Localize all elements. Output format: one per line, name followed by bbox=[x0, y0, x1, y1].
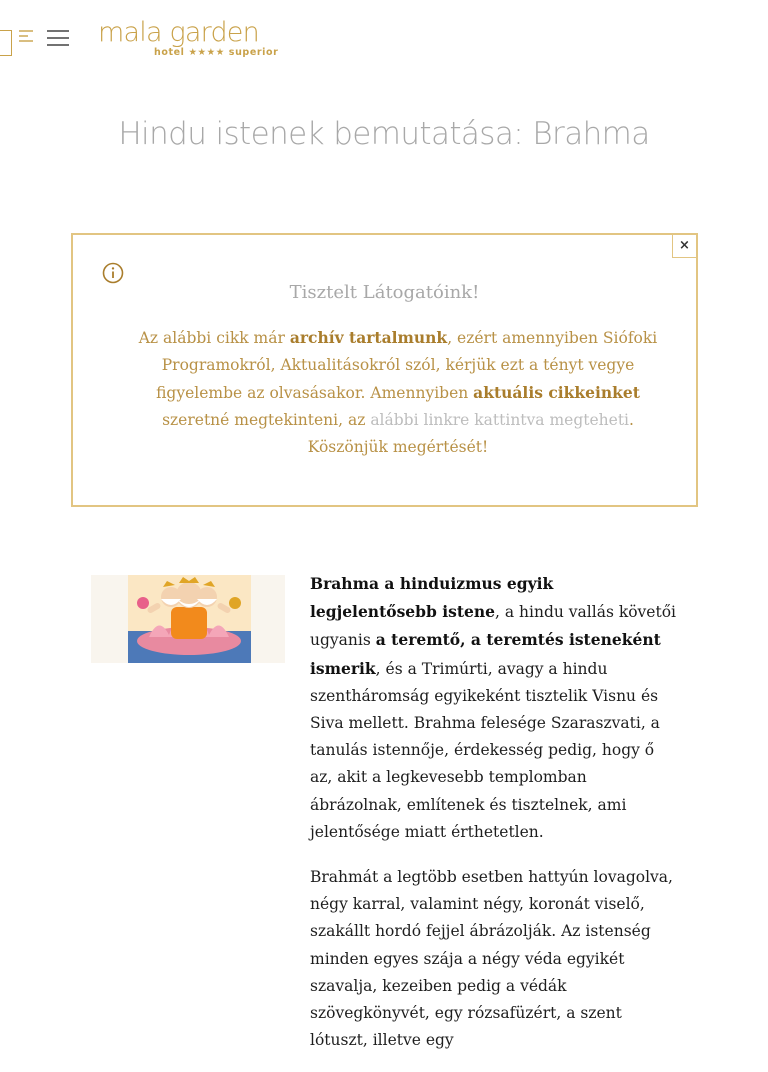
brahma-image bbox=[91, 575, 285, 663]
article-paragraph: Brahmát a legtöbb esetben hattyún lovagolva, négy karral, valamint négy, koronát viselő, szakállt hordó fejjel ábrázolják. Az istenség minden egyes szája a négy véda egyikét szavalja, kezeiben pedig a védák szövegkönyvét, egy rózsafüzért, a szent lótuszt, illetve egy bbox=[310, 868, 673, 1050]
notice-heading: Tisztelt Látogatóink! bbox=[289, 282, 480, 303]
notice-text: , ezért amennyiben Siófoki Programokról, Aktualitásokról szól, kérjük ezt a tényt vegye figyelembe az olvasásakor. Amennyiben bbox=[156, 329, 658, 402]
article-highlight: Brahma a hinduizmus egyik legjelentősebb istene bbox=[310, 574, 554, 622]
article-text: , és a Trimúrti, avagy a hindu szentháromság egyikeként tisztelik Visnu és Siva mellett. Brahma felesége Szaraszvati, a tanulás istennője, érdekesség pedig, hogy ő az, akit a legkevesebb templomban ábrázolnak, említenek és tisztelnek, ami jelentősége miatt érthetetlen. bbox=[310, 659, 660, 841]
logo-wordmark: mala garden bbox=[98, 17, 259, 48]
archive-notice bbox=[71, 233, 698, 507]
brahma-illustration bbox=[91, 575, 285, 663]
notice-body bbox=[133, 324, 663, 461]
article-body bbox=[310, 570, 680, 1072]
notice-text: . Köszönjük megértését! bbox=[307, 411, 634, 456]
article-highlight: a teremtő, a teremtés isteneként ismerik bbox=[310, 630, 661, 678]
text-lines-icon[interactable] bbox=[18, 29, 34, 45]
notice-current-highlight: aktuális cikkeinket bbox=[473, 383, 640, 402]
hamburger-menu-icon[interactable] bbox=[46, 29, 70, 47]
article-text: , a hindu vallás követői ugyanis bbox=[310, 603, 676, 650]
article-paragraph bbox=[310, 570, 680, 846]
current-articles-link[interactable]: alábbi linkre kattintva megteheti bbox=[370, 411, 629, 429]
logo-subtitle: hotel ★★★★ superior bbox=[154, 47, 279, 58]
site-header bbox=[0, 0, 768, 80]
notice-text: szeretné megtekinteni, az bbox=[162, 411, 371, 429]
notice-archive-highlight: archív tartalmunk bbox=[289, 328, 448, 347]
site-logo[interactable] bbox=[98, 18, 278, 62]
info-circle-icon bbox=[102, 262, 124, 284]
page-title: Hindu istenek bemutatása: Brahma bbox=[118, 116, 650, 152]
close-icon[interactable]: × bbox=[672, 234, 697, 258]
notice-text: Az alábbi cikk már bbox=[138, 329, 290, 347]
side-tab-icon[interactable] bbox=[0, 30, 12, 56]
